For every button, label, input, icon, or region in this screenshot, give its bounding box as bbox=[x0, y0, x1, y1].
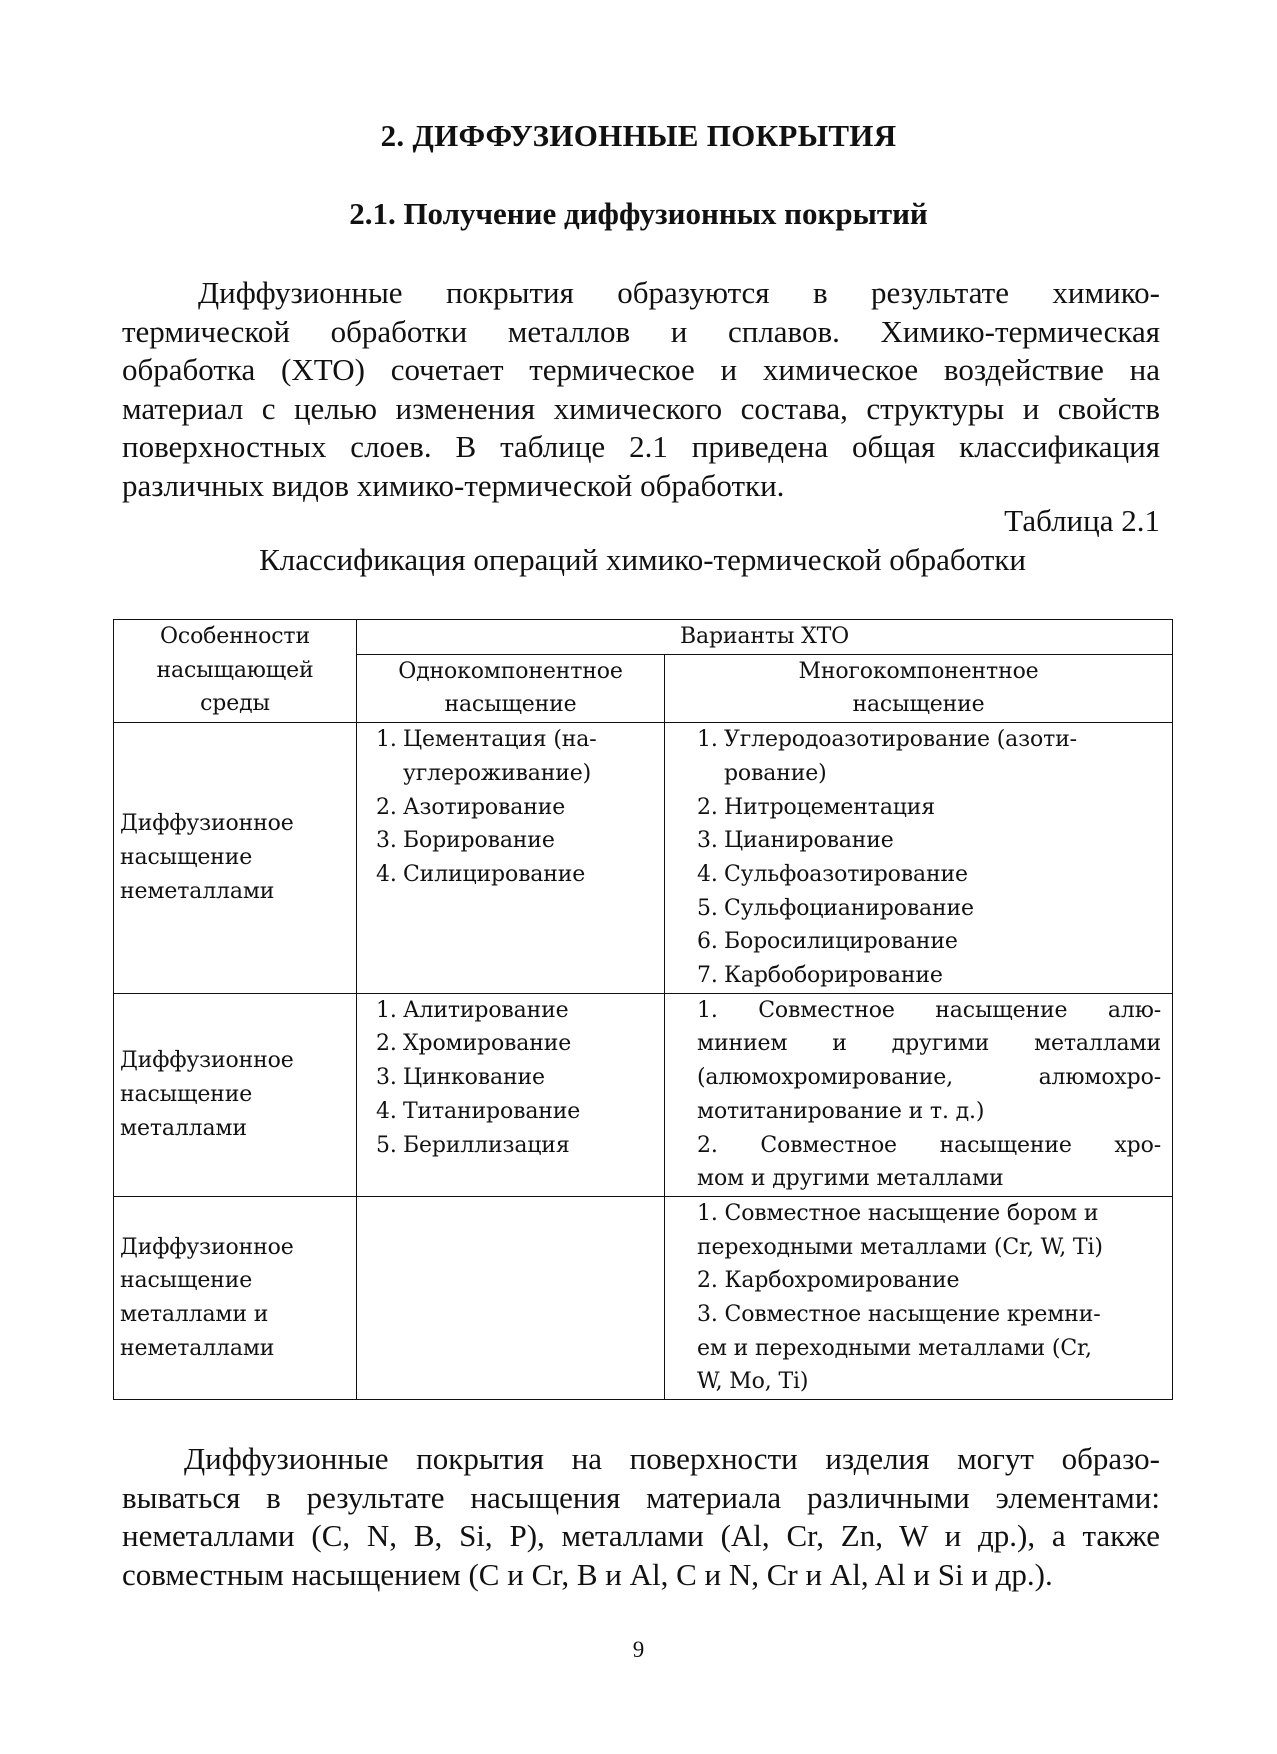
item-text: Боросилицирование bbox=[724, 929, 958, 955]
intro-line: материал с целью изменения химического состава, структуры и свойств bbox=[122, 390, 1160, 426]
medium-line: Диффузионное bbox=[120, 1234, 294, 1260]
list-item bbox=[697, 858, 1166, 892]
section-title: 2. ДИФФУЗИОННЫЕ ПОКРЫТИЯ bbox=[380, 118, 897, 153]
item-number: 4. bbox=[376, 861, 397, 887]
medium-line: металлами и bbox=[120, 1302, 269, 1328]
medium-cell bbox=[114, 1196, 357, 1399]
intro-line: термической обработки металлов и сплавов. Химико-термическая bbox=[122, 313, 1160, 349]
closing-line: вываться в результате насыщения материала различными элементами: bbox=[122, 1479, 1160, 1515]
multi-line: (алюмохромирование, алюмохро- bbox=[697, 1065, 1161, 1091]
medium-line: насыщение bbox=[120, 845, 253, 871]
intro-paragraph bbox=[122, 274, 1160, 505]
list-item bbox=[376, 858, 658, 892]
list-item bbox=[376, 1129, 658, 1163]
item-number: 1. bbox=[376, 997, 397, 1023]
table-row bbox=[114, 1196, 1173, 1399]
item-text: рование) bbox=[724, 760, 827, 786]
item-number: 4. bbox=[376, 1098, 397, 1124]
multi-line: 2. Совместное насыщение хро- bbox=[697, 1132, 1161, 1158]
item-text: Бериллизация bbox=[403, 1132, 570, 1158]
multi-cell bbox=[665, 1196, 1173, 1399]
item-number: 4. bbox=[697, 861, 718, 887]
item-number: 1. bbox=[697, 727, 718, 753]
list-item bbox=[697, 824, 1166, 858]
medium-line: Диффузионное bbox=[120, 811, 294, 837]
item-number: 2. bbox=[697, 794, 718, 820]
header-multi-line: Многокомпонентное bbox=[798, 658, 1039, 684]
list-item bbox=[697, 723, 1166, 757]
list-item bbox=[697, 925, 1166, 959]
item-text: Цианирование bbox=[724, 828, 894, 854]
multi-cell bbox=[665, 723, 1173, 994]
item-text: Сульфоазотирование bbox=[724, 861, 968, 887]
multi-line: мотитанирование и т. д.) bbox=[697, 1098, 985, 1124]
multi-line: переходными металлами (Cr, W, Ti) bbox=[697, 1234, 1103, 1260]
item-number: 3. bbox=[376, 828, 397, 854]
item-text: углероживание) bbox=[403, 760, 592, 786]
medium-line: неметаллами bbox=[120, 1335, 275, 1361]
table-header-row bbox=[114, 620, 1173, 655]
header-single-line: Однокомпонентное bbox=[398, 658, 623, 684]
header-medium-line: Особенности bbox=[160, 624, 310, 649]
multi-line: 3. Совместное насыщение кремни- bbox=[697, 1302, 1101, 1328]
intro-line: поверхностных слоев. В таблице 2.1 приведена общая классификация bbox=[122, 429, 1160, 464]
item-text: Хромирование bbox=[403, 1031, 572, 1057]
item-number: 2. bbox=[376, 1031, 397, 1057]
item-text: Силицирование bbox=[403, 861, 586, 887]
item-number: 7. bbox=[697, 963, 718, 989]
closing-line: совместным насыщением (C и Cr, B и Al, C и N, Cr и Al, Al и Si и др.). bbox=[122, 1556, 1053, 1592]
intro-line: Диффузионные покрытия образуются в результате химико- bbox=[198, 275, 1160, 310]
header-multi-line: насыщение bbox=[852, 692, 985, 718]
multi-line: 1. Совместное насыщение алю- bbox=[697, 997, 1161, 1023]
item-number: 1. bbox=[376, 727, 397, 753]
single-cell bbox=[357, 993, 665, 1196]
list-item bbox=[376, 723, 658, 757]
multi-line: 1. Совместное насыщение бором и bbox=[697, 1200, 1099, 1226]
list-item bbox=[376, 994, 658, 1028]
item-number: 5. bbox=[697, 895, 718, 921]
item-text: Углеродоазотирование (азоти- bbox=[724, 727, 1077, 753]
list-item bbox=[697, 791, 1166, 825]
medium-line: насыщение bbox=[120, 1268, 253, 1294]
medium-cell bbox=[114, 723, 357, 994]
item-text: Карбоборирование bbox=[724, 963, 943, 989]
item-text: Борирование bbox=[403, 828, 555, 854]
multi-line: ем и переходными металлами (Cr, bbox=[697, 1335, 1092, 1361]
medium-line: неметаллами bbox=[120, 878, 275, 904]
list-item bbox=[697, 757, 1166, 791]
medium-cell bbox=[114, 993, 357, 1196]
list-item bbox=[697, 892, 1166, 926]
item-number: 3. bbox=[376, 1065, 397, 1091]
intro-line: обработка (ХТО) сочетает термическое и химическое воздействие на bbox=[122, 352, 1160, 387]
table-row bbox=[114, 993, 1173, 1196]
medium-line: металлами bbox=[120, 1115, 247, 1141]
item-number: 5. bbox=[376, 1132, 397, 1158]
list-item bbox=[376, 1061, 658, 1095]
classification-table bbox=[113, 619, 1173, 1400]
header-variants-cell: Варианты ХТО bbox=[357, 620, 1173, 655]
header-multi-cell bbox=[665, 654, 1173, 722]
item-text: Нитроцементация bbox=[724, 794, 936, 820]
list-item bbox=[376, 757, 658, 791]
header-medium-line: среды bbox=[200, 691, 270, 717]
table-row bbox=[114, 723, 1173, 994]
header-medium-cell bbox=[114, 620, 357, 723]
multi-line: W, Mo, Ti) bbox=[697, 1369, 809, 1395]
page-number: 9 bbox=[632, 1637, 645, 1662]
header-single-cell bbox=[357, 654, 665, 722]
header-single-line: насыщение bbox=[444, 692, 577, 718]
single-cell-empty bbox=[357, 1196, 665, 1399]
intro-line: различных видов химико-термической обработки. bbox=[122, 467, 785, 503]
multi-line: минием и другими металлами bbox=[697, 1031, 1161, 1057]
header-medium-line: насыщающей bbox=[156, 657, 314, 683]
item-text: Алитирование bbox=[403, 997, 569, 1023]
item-text: Сульфоцианирование bbox=[724, 895, 974, 921]
subsection-title: 2.1. Получение диффузионных покрытий bbox=[349, 196, 928, 231]
medium-line: насыщение bbox=[120, 1081, 253, 1107]
multi-line: 2. Карбохромирование bbox=[697, 1268, 960, 1294]
list-item bbox=[376, 1095, 658, 1129]
item-text: Азотирование bbox=[403, 794, 566, 820]
item-number: 2. bbox=[376, 794, 397, 820]
item-text: Цементация (на- bbox=[403, 727, 597, 753]
table-caption: Классификация операций химико-термической обработки bbox=[259, 542, 1026, 577]
multi-line: мом и другими металлами bbox=[697, 1166, 1004, 1192]
list-item bbox=[376, 824, 658, 858]
medium-line: Диффузионное bbox=[120, 1048, 294, 1074]
list-item bbox=[376, 1027, 658, 1061]
closing-paragraph bbox=[122, 1440, 1160, 1594]
item-text: Цинкование bbox=[403, 1065, 545, 1091]
list-item bbox=[376, 791, 658, 825]
item-number: 6. bbox=[697, 929, 718, 955]
multi-cell bbox=[665, 993, 1173, 1196]
list-item bbox=[697, 959, 1166, 993]
item-text: Титанирование bbox=[403, 1098, 581, 1124]
single-cell bbox=[357, 723, 665, 994]
closing-line: неметаллами (C, N, B, Si, P), металлами (Al, Cr, Zn, W и др.), а также bbox=[122, 1518, 1160, 1553]
item-number: 3. bbox=[697, 828, 718, 854]
closing-line: Диффузионные покрытия на поверхности изделия могут образо- bbox=[184, 1441, 1160, 1476]
table-number: Таблица 2.1 bbox=[1004, 503, 1160, 538]
